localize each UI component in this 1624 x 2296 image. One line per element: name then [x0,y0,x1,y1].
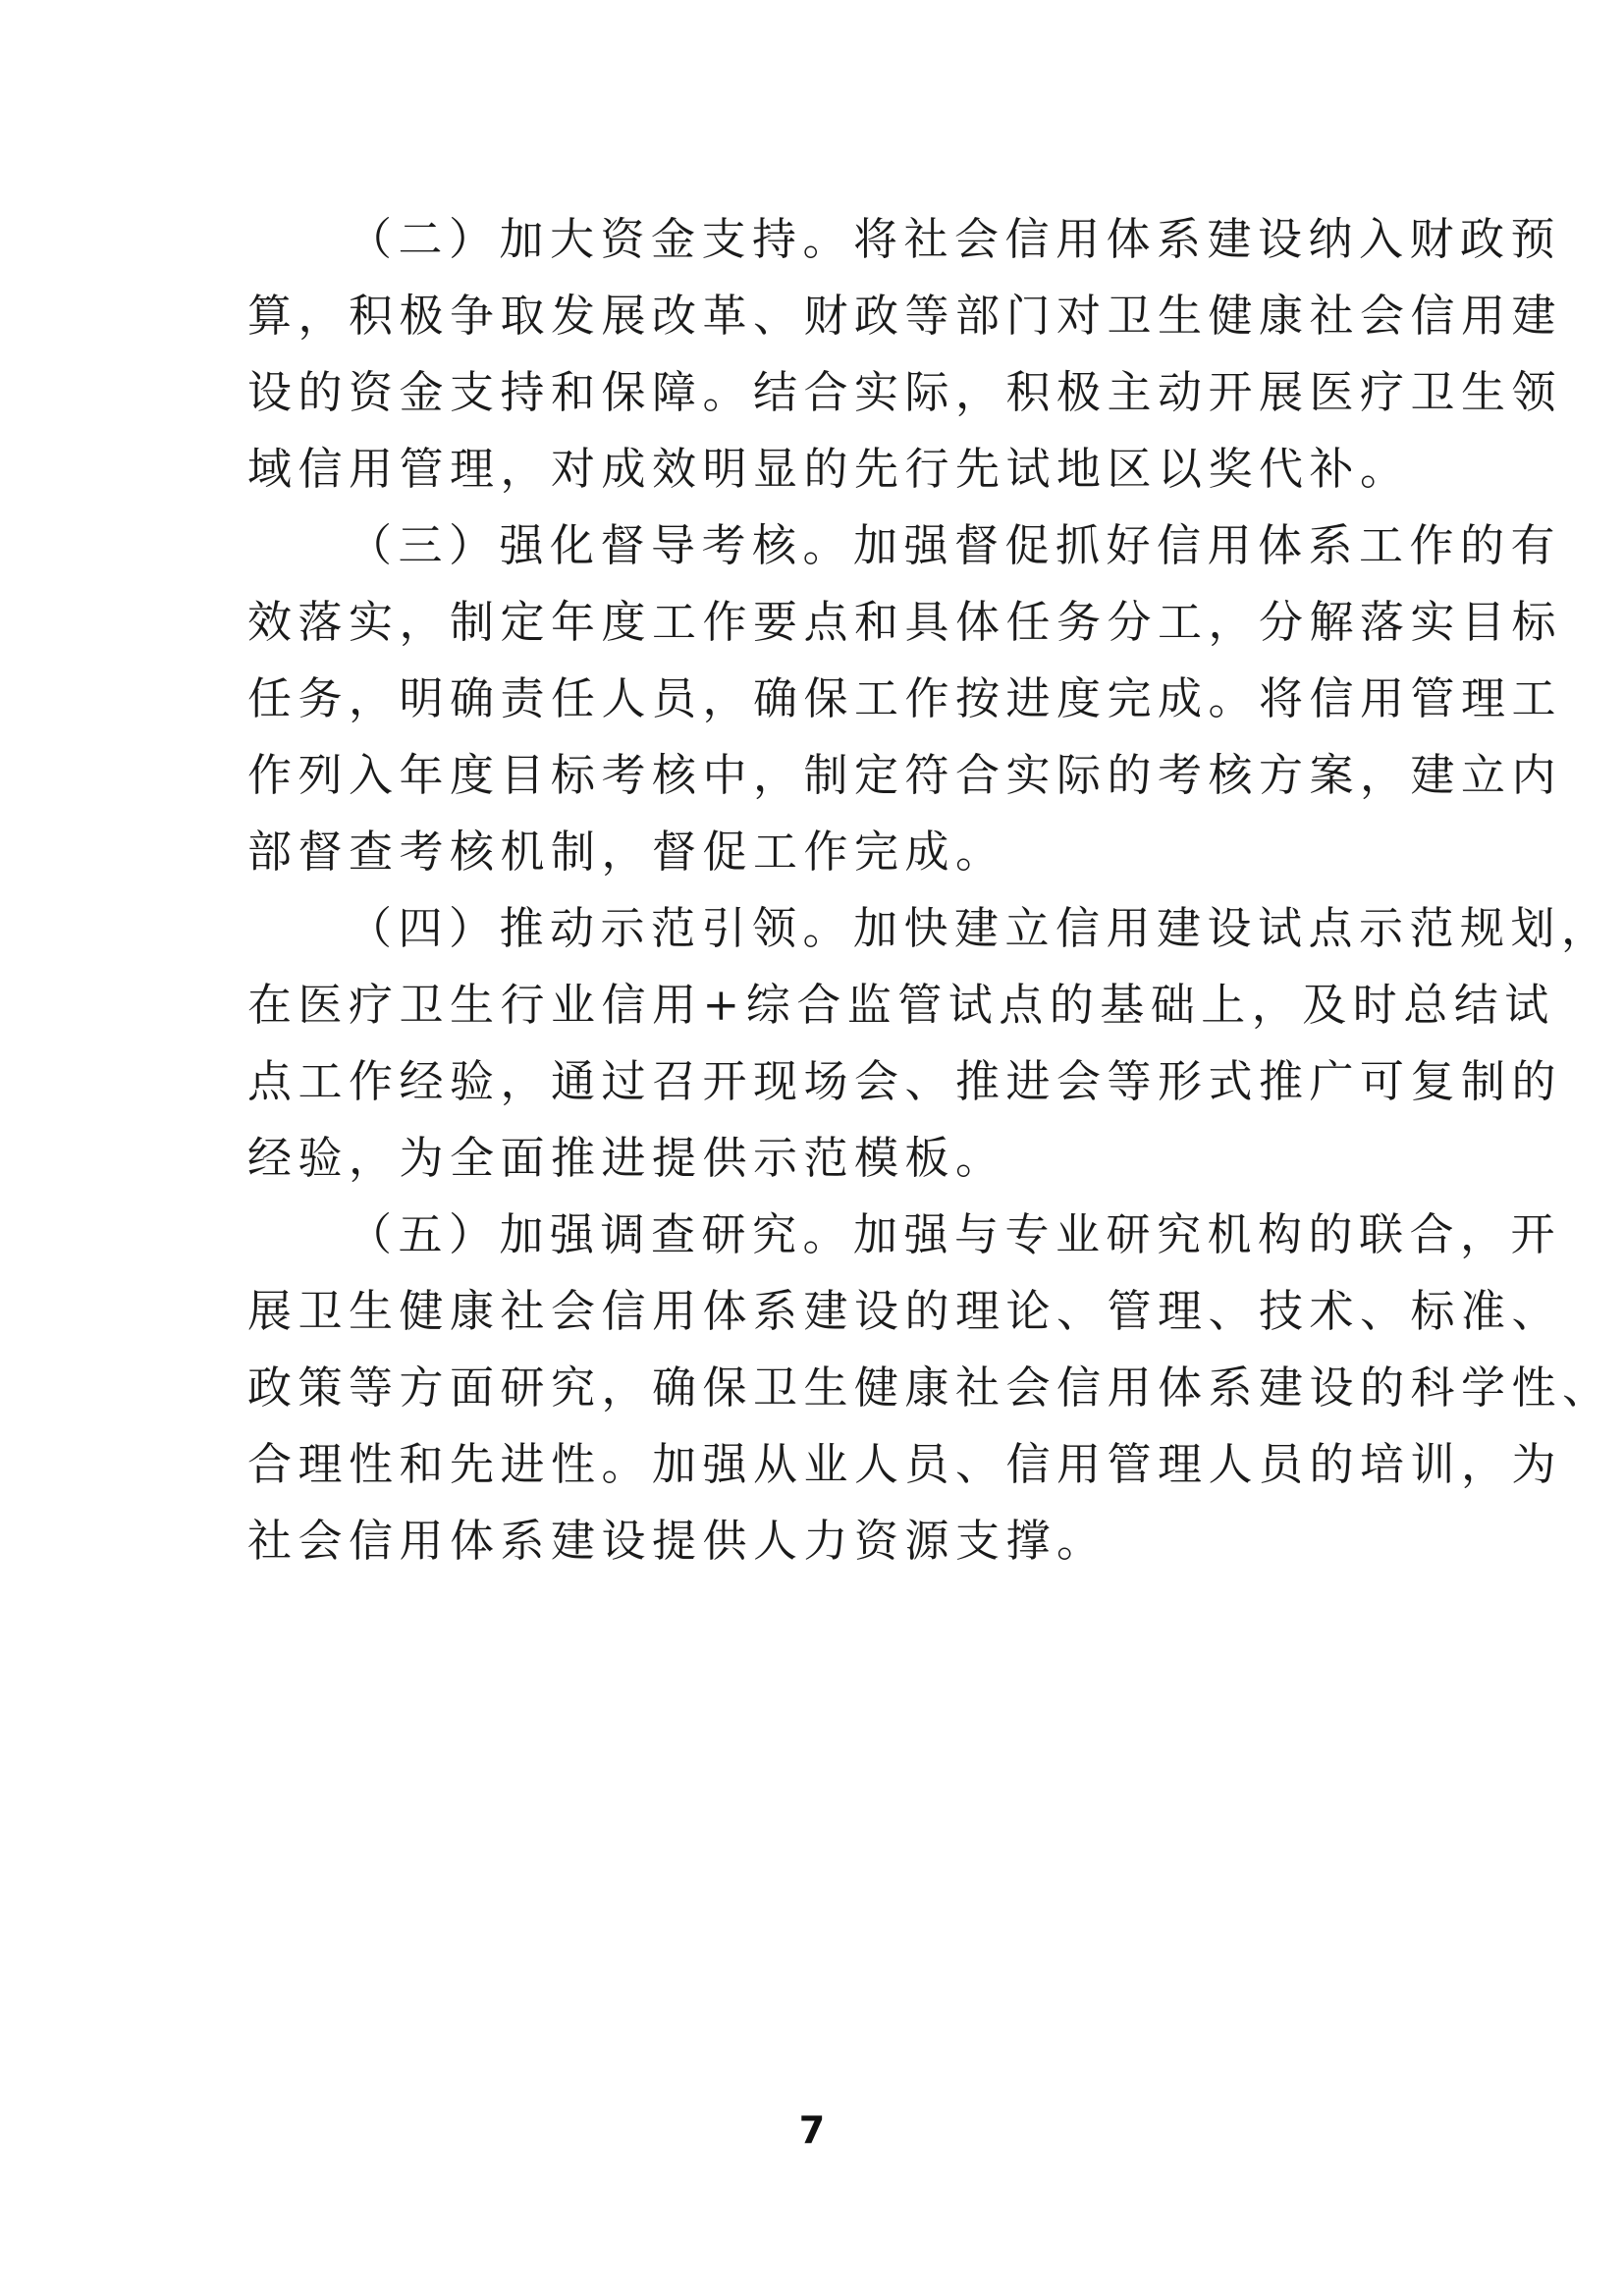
paragraph-line: 效落实，制定年度工作要点和具体任务分工，分解落实目标 [247,596,1563,648]
paragraph-line: （三）强化督导考核。加强督促抓好信用体系工作的有 [348,519,1562,571]
paragraph-line: 展卫生健康社会信用体系建设的理论、管理、技术、标准、 [247,1285,1563,1337]
paragraph-line: 社会信用体系建设提供人力资源支撑。 [247,1515,1108,1567]
paragraph-line: 算，积极争取发展改革、财政等部门对卫生健康社会信用建 [247,290,1563,342]
paragraph-line: （二）加大资金支持。将社会信用体系建设纳入财政预 [348,213,1562,265]
page-number: 7 [798,2109,826,2152]
paragraph-line: 在医疗卫生行业信用+综合监管试点的基础上，及时总结试 [247,979,1555,1031]
paragraph-line: 作列入年度目标考核中，制定符合实际的考核方案，建立内 [247,749,1563,801]
paragraph-line: （五）加强调查研究。加强与专业研究机构的联合，开 [348,1208,1562,1260]
paragraph-line: 点工作经验，通过召开现场会、推进会等形式推广可复制的 [247,1055,1563,1107]
paragraph-line: 部督查考核机制，督促工作完成。 [247,826,1006,878]
paragraph-demonstration-leading [247,890,1612,1197]
paragraph-line: 合理性和先进性。加强从业人员、信用管理人员的培训，为 [247,1438,1563,1490]
paragraph-line: 经验，为全面推进提供示范模板。 [247,1132,1006,1184]
paragraph-line: 设的资金支持和保障。结合实际，积极主动开展医疗卫生领 [247,366,1563,418]
paragraph-line: 任务，明确责任人员，确保工作按进度完成。将信用管理工 [247,672,1563,724]
paragraph-line: 政策等方面研究，确保卫生健康社会信用体系建设的科学性、 [247,1362,1613,1414]
paragraph-supervision-assessment [247,507,1563,890]
paragraph-line: （四）推动示范引领。加快建立信用建设试点示范规划， [348,902,1612,954]
document-body [247,201,1613,1579]
paragraph-funding-support [247,201,1563,507]
paragraph-line: 域信用管理，对成效明显的先行先试地区以奖代补。 [247,443,1411,495]
paragraph-research [247,1197,1613,1579]
